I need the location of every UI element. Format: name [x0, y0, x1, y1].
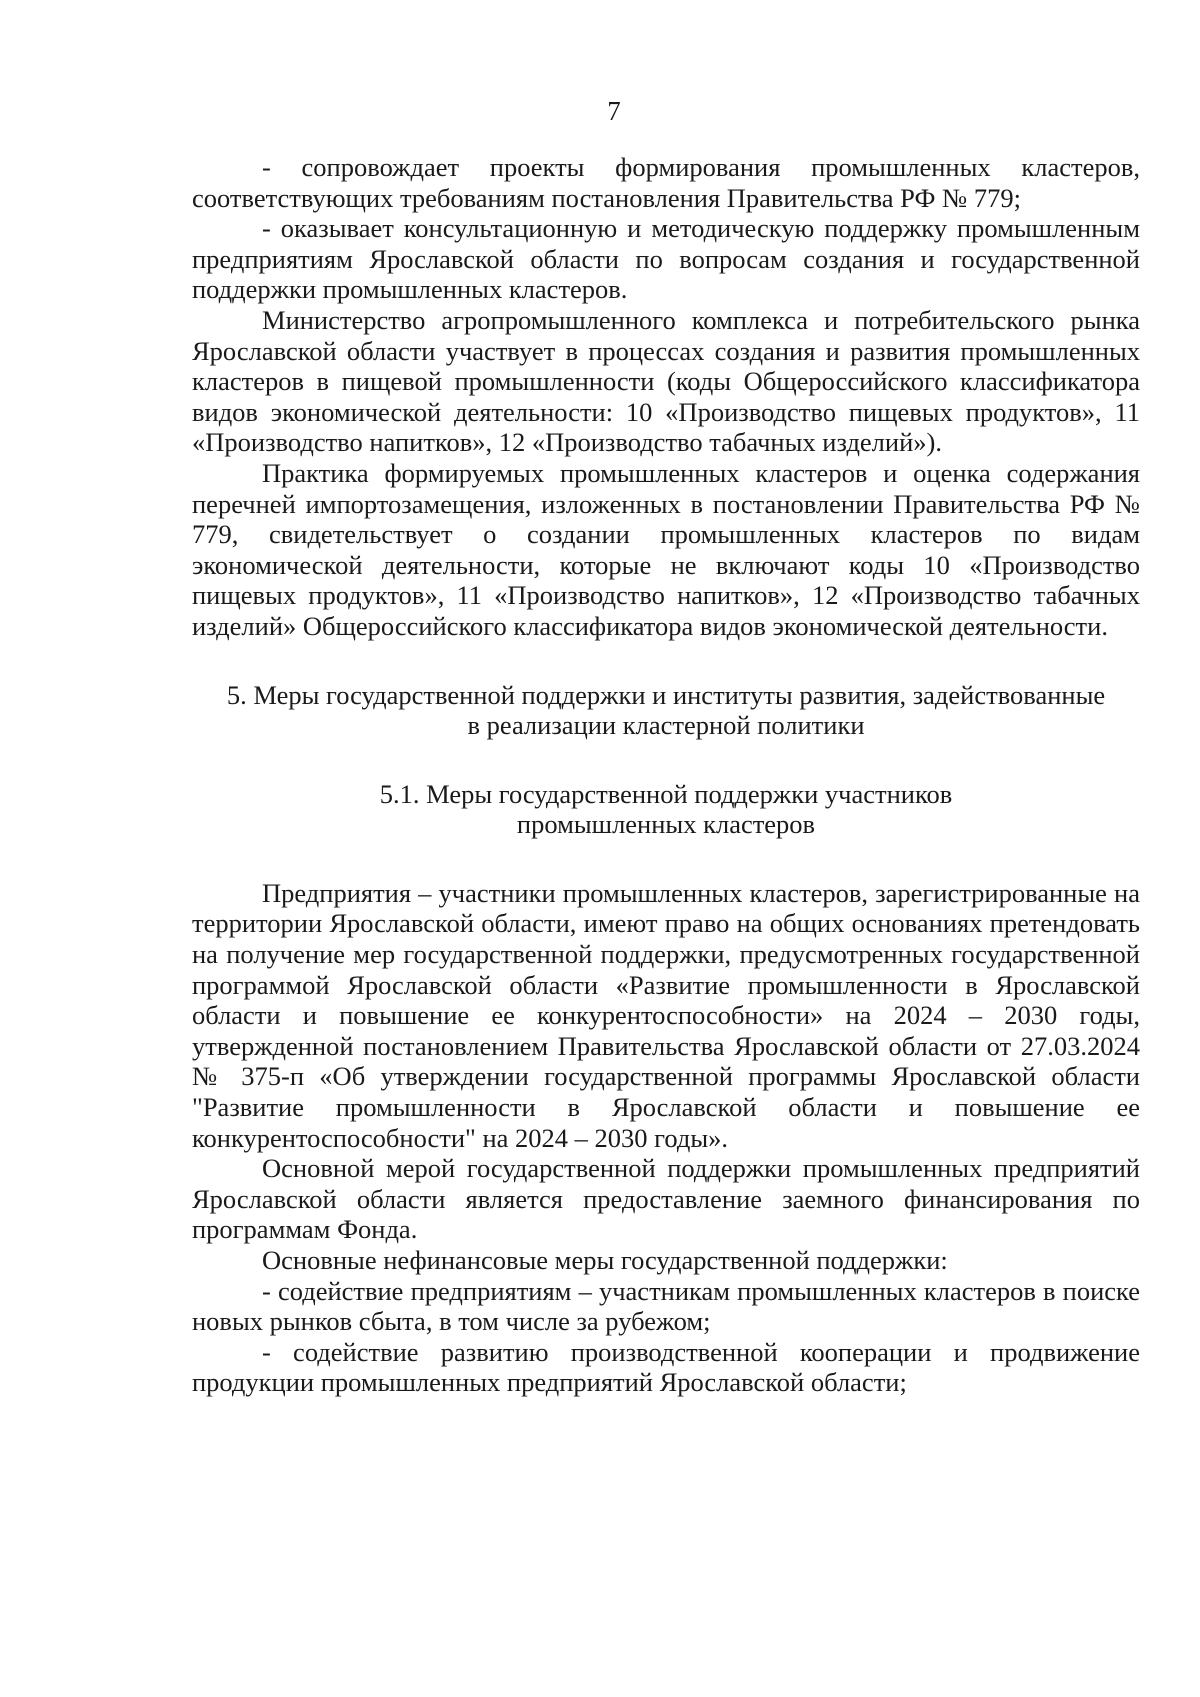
paragraph-main-measure: Основной мерой государственной поддержки промышленных предприятий Ярославской области является предоставление заемного финансирования по программам Фонда.: [192, 1153, 1140, 1245]
section-5-1-heading: [192, 779, 1140, 840]
document-body: [192, 152, 1140, 1398]
section-5-1-title-line-1: 5.1. Меры государственной поддержки участников: [379, 778, 953, 809]
page-number: 7: [607, 96, 621, 126]
paragraph-support-projects: - сопровождает проекты формирования промышленных кластеров, соответствующих требованиям постановления Правительства РФ № 779;: [192, 152, 1140, 213]
section-5-title-line-2: в реализации кластерной политики: [467, 710, 865, 741]
paragraph-consulting: - оказывает консультационную и методическую поддержку промышленным предприятиям Ярославской области по вопросам создания и государственной поддержки промышленных кластеров.: [192, 213, 1140, 305]
list-item-cooperation: - содействие развитию производственной кооперации и продвижение продукции промышленных предприятий Ярославской области;: [192, 1336, 1140, 1398]
paragraph-practice: Практика формируемых промышленных кластеров и оценка содержания перечней импортозамещения, изложенных в постановлении Правительства РФ № 779, свидетельствует о создании промышленных кластеров по видам экономической деятельности, которые не включают коды 10 «Производство пищевых продуктов», 11 «Производство напитков», 12 «Производство табачных изделий» Общероссийского классификатора видов экономической деятельности.: [192, 457, 1140, 641]
section-5-title-line-1: 5. Меры государственной поддержки и институты развития, задействованные: [226, 679, 1106, 710]
list-item-new-markets: - содействие предприятиям – участникам промышленных кластеров в поиске новых рынков сбыта, в том числе за рубежом;: [192, 1275, 1140, 1337]
section-5-heading: [192, 680, 1140, 741]
paragraph-nonfinancial-intro: Основные нефинансовые меры государственной поддержки:: [262, 1245, 948, 1275]
paragraph-agro-ministry: Министерство агропромышленного комплекса и потребительского рынка Ярославской области участвует в процессах создания и развития промышленных кластеров в пищевой промышленности (коды Общероссийского классификатора видов экономической деятельности: 10 «Производство пищевых продуктов», 11 «Производство напитков», 12 «Производство табачных изделий»).: [192, 304, 1140, 458]
section-5-1-title-line-2: промышленных кластеров: [516, 809, 816, 840]
paragraph-enterprises: Предприятия – участники промышленных кластеров, зарегистрированные на территории Ярославской области, имеют право на общих основаниях претендовать на получение мер государственной поддержки, предусмотренных государственной программой Ярославской области «Развитие промышленности в Ярославской области и повышение ее конкурентоспособности» на 2024 – 2030 годы, утвержденной постановлением Правительства Ярославской области от 27.03.2024 № 375-п «Об утверждении государственной программы Ярославской области "Развитие промышленности в Ярославской области и повышение ее конкурентоспособности" на 2024 – 2030 годы».: [192, 877, 1140, 1153]
